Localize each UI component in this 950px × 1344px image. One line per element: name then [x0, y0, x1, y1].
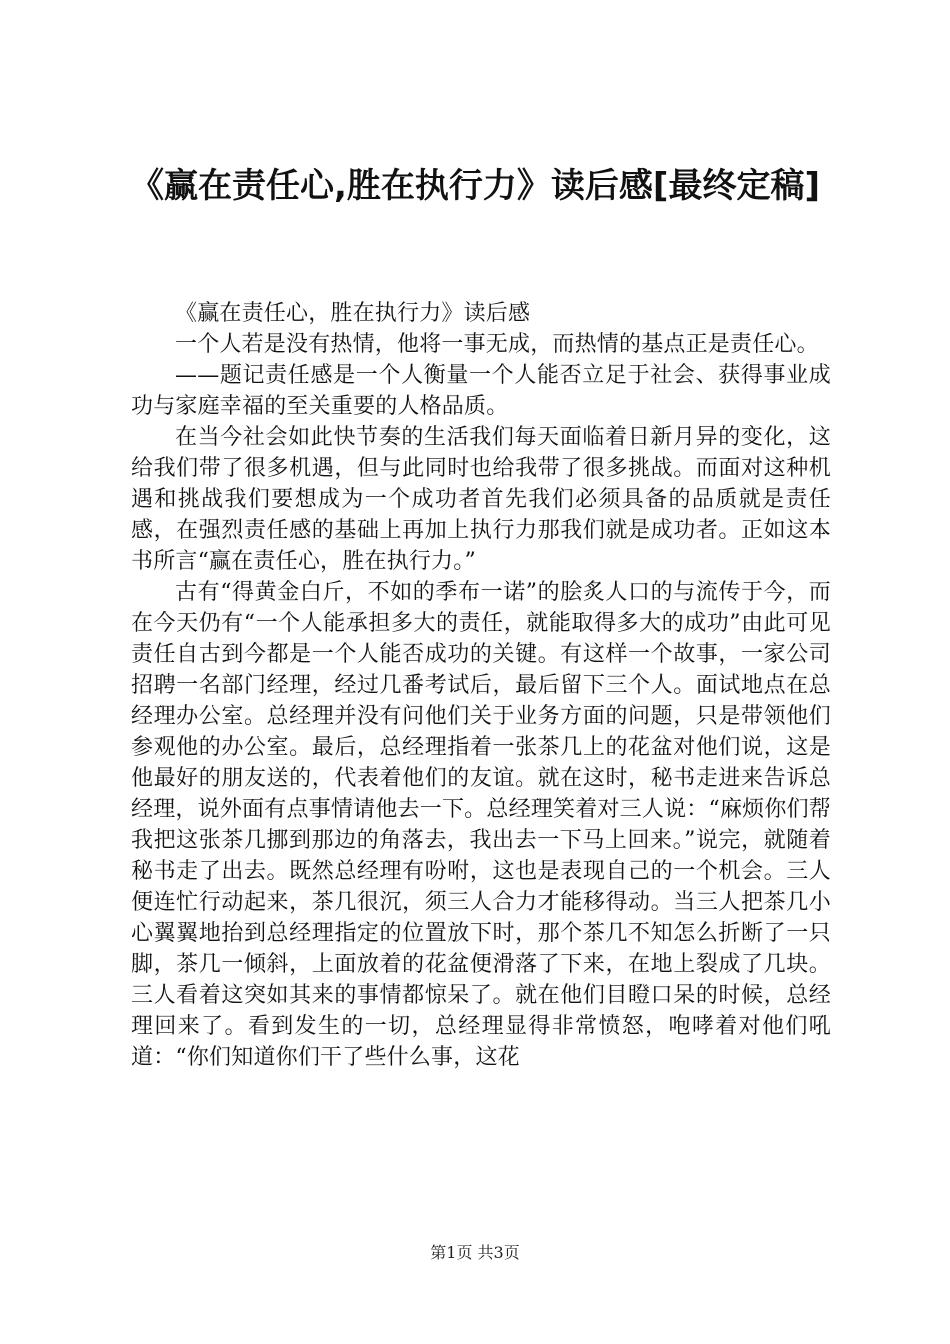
page-indicator: 第1页 共3页 — [430, 1243, 520, 1262]
paragraph-subtitle: 《赢在责任心，胜在执行力》读后感 — [175, 301, 531, 326]
paragraph-epigraph: 一个人若是没有热情，他将一事无成，而热情的基点正是责任心。 — [175, 332, 819, 357]
paragraph-story: 古有“得黄金白斤，不如的季布一诺”的脍炙人口的与流传于今，而在今天仍有“一个人能承担多大的责任，就能取得多大的成功”由此可见责任自古到今都是一个人能否成功的关键。有这样一个故事，一家公司招聘一名部门经理，经过几番考试后，最后留下三个人。面试地点在总经理办公室。总经理并没有问他们关于业务方面的问题，只是带领他们参观他的办公室。最后，总经理指着一张茶几上的花盆对他们说，这是他最好的朋友送的，代表着他们的友谊。就在这时，秘书走进来告诉总经理，说外面有点事情请他去一下。总经理笑着对三人说：“麻烦你们帮我把这张茶几挪到那边的角落去，我出去一下马上回来。”说完，就随着秘书走了出去。既然总经理有吩咐，这也是表现自己的一个机会。三人便连忙行动起来，茶几很沉，须三人合力才能移得动。当三人把茶几小心翼翼地抬到总经理指定的位置放下时，那个茶几不知怎么折断了一只脚，茶几一倾斜，上面放着的花盆便滑落了下来，在地上裂成了几块。三人看着这突如其来的事情都惊呆了。就在他们目瞪口呆的时候，总经理回来了。看到发生的一切，总经理显得非常愤怒，咆哮着对他们吼道：“你们知道你们干了些什么事，这花 — [131, 580, 831, 1070]
paragraph-inscription: ——题记责任感是一个人衡量一个人能否立足于社会、获得事业成功与家庭幸福的至关重要的人格品质。 — [131, 363, 831, 419]
paragraph-society: 在当今社会如此快节奏的生活我们每天面临着日新月异的变化，这给我们带了很多机遇，但与此同时也给我带了很多挑战。而面对这种机遇和挑战我们要想成为一个成功者首先我们必须具备的品质就是责任感，在强烈责任感的基础上再加上执行力那我们就是成功者。正如这本书所言“赢在责任心，胜在执行力。” — [131, 425, 831, 574]
document-body — [131, 298, 831, 1073]
document-title: 《赢在责任心,胜在执行力》读后感[最终定稿] — [130, 166, 820, 206]
